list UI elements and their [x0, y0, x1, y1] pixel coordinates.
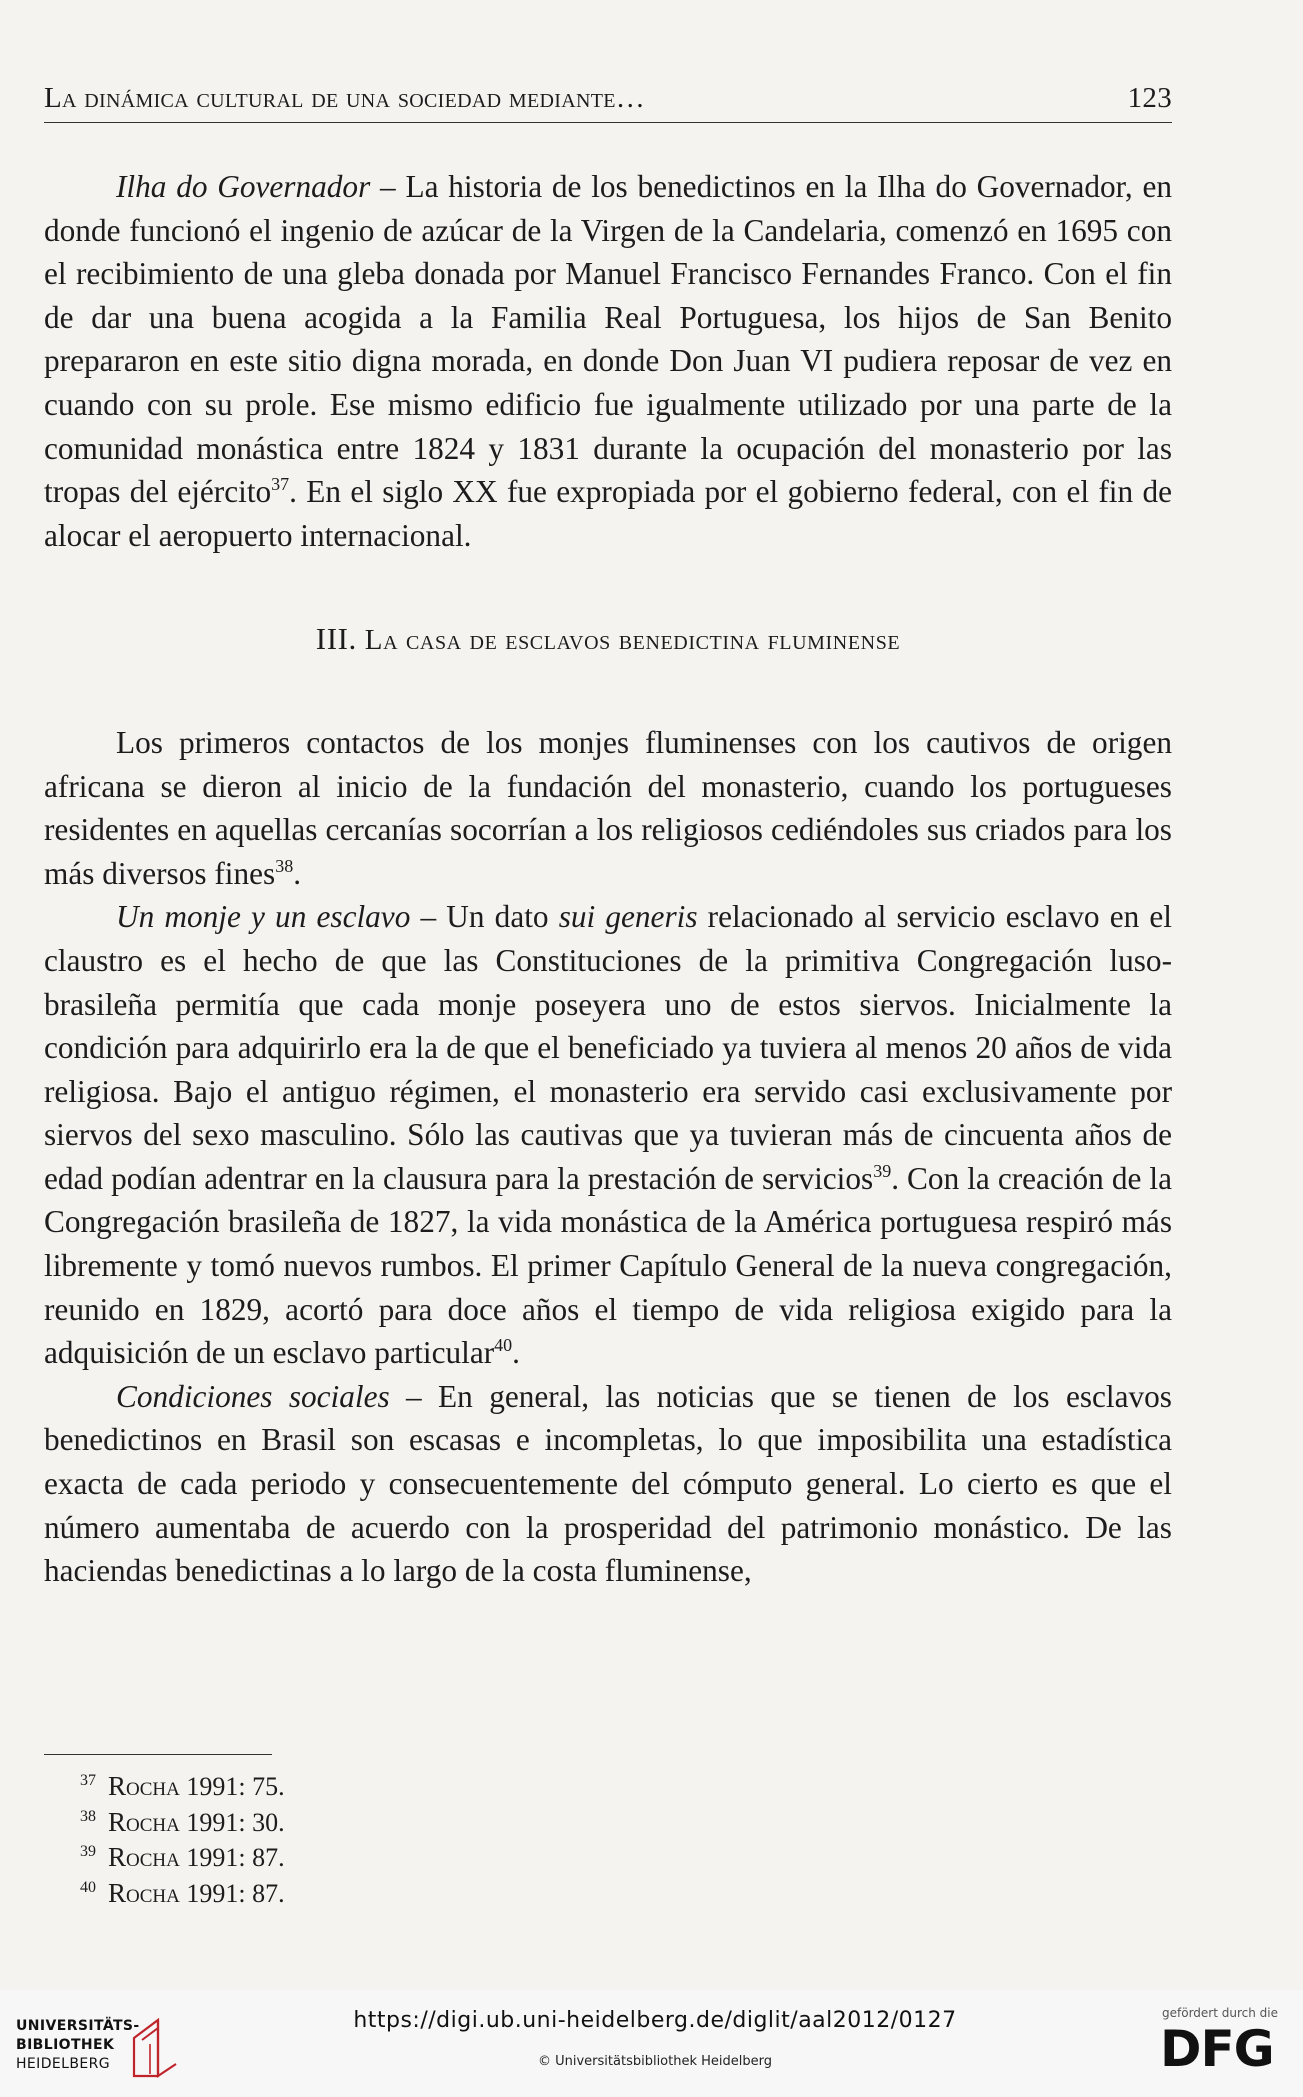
university-library-logo[interactable]	[16, 2016, 186, 2086]
dfg-mark: DFG	[1160, 2020, 1274, 2078]
library-name-line3: HEIDELBERG	[16, 2056, 110, 2072]
footnote-ref[interactable]: 39	[873, 1160, 892, 1181]
footnote-author: Rocha	[108, 1771, 180, 1801]
footnote-separator	[44, 1754, 272, 1755]
paragraph-text: relacionado al servicio esclavo en el claustro es el hecho de que las Constituciones de la primitiva Congregación luso-brasileña permitía que cada monje poseyera uno de estos siervos. Inicialmente la condición para adquirirlo era la de que el beneficiado ya tuviera al menos 20 años de vida religiosa. Bajo el antiguo régimen, el monasterio era servido casi exclusivamente por siervos del sexo masculino. Sólo las cautivas que ya tuvieran más de cincuenta años de edad podían adentrar en la clausura para la prestación de servicios	[44, 899, 1172, 1196]
footnote-number: 38	[80, 1807, 96, 1825]
footnote	[80, 1840, 285, 1876]
dfg-logo[interactable]	[1158, 2006, 1288, 2086]
footnote-ref[interactable]: 37	[271, 474, 290, 495]
paragraph-ilha-do-governador	[44, 165, 1172, 557]
running-head	[44, 82, 1172, 123]
library-name-line2: BIBLIOTHEK	[16, 2037, 115, 2053]
footnotes	[80, 1769, 285, 1911]
library-name-line1: UNIVERSITÄTS-	[16, 2018, 140, 2034]
footnote-ref[interactable]: 40	[494, 1335, 513, 1356]
footnote-number: 39	[80, 1843, 96, 1860]
paragraph-lead-italic: Un monje y un esclavo	[116, 899, 411, 935]
paragraph-lead-italic: Condiciones sociales	[116, 1378, 390, 1414]
paragraph-primeros-contactos	[44, 721, 1172, 895]
footnote-number: 40	[80, 1878, 96, 1896]
section-numeral: III.	[315, 621, 357, 657]
paragraph-text: – Un dato	[410, 899, 559, 935]
paragraph-condiciones-sociales	[44, 1375, 1172, 1593]
paragraph-lead-italic: Ilha do Governador	[116, 169, 371, 204]
footnote-ref-text: 1991: 75.	[179, 1772, 285, 1801]
footnote-ref-text: 1991: 87.	[179, 1878, 285, 1908]
copyright-notice: © Universitätsbibliothek Heidelberg	[537, 2054, 772, 2069]
page-number: 123	[1127, 82, 1172, 114]
section-title: La casa de esclavos benedictina fluminense	[364, 624, 901, 657]
paragraph-text-tail: . En el siglo XX fue expropiada por el gobierno federal, con el fin de alocar el aeropuerto internacional.	[44, 474, 1172, 553]
section-heading	[44, 617, 1172, 663]
paragraph-text: . Con la creación de la Congregación brasileña de 1827, la vida monástica de la América portuguesa respiró más libremente y tomó nuevos rumbos. El primer Capítulo General de la nueva congregación, reunido en 1829, acortó para doce años el tiempo de vida religiosa exigido para la adquisición de un esclavo particular	[44, 1160, 1172, 1371]
footnote-ref[interactable]: 38	[275, 855, 294, 876]
footnote-author: Rocha	[108, 1842, 180, 1872]
footnote-author: Rocha	[108, 1806, 180, 1837]
library-emblem-icon	[130, 2016, 186, 2082]
footnote	[80, 1876, 285, 1912]
footnote	[80, 1805, 285, 1841]
paragraph-text-tail: .	[293, 855, 302, 891]
footnote	[80, 1769, 285, 1805]
paragraph-text: – La historia de los benedictinos en la Ilha do Governador, en donde funcionó el ingenio de azúcar de la Virgen de la Candelaria, comenzó en 1695 con el recibimiento de una gleba donada por Manuel Francisco Fernandes Franco. Con el fin de dar una buena acogida a la Familia Real Portuguesa, los hijos de San Benito prepararon en este sitio digna morada, en donde Don Juan VI pudiera reposar de vez en cuando con su prole. Ese mismo edificio fue igualmente utilizado por una parte de la comunidad monástica entre 1824 y 1831 durante la ocupación del monasterio por las tropas del ejército	[44, 169, 1172, 510]
paragraph-text: – En general, las noticias que se tienen de los esclavos benedictinos en Brasil son escasas e incompletas, lo que imposibilita una estadística exacta de cada periodo y consecuentemente del cómputo general. Lo cierto es que el número aumentaba de acuerdo con la prosperidad del patrimonio monástico. De las haciendas benedictinas a lo largo de la costa fluminense,	[44, 1378, 1172, 1589]
dfg-tagline: gefördert durch die	[1162, 2006, 1278, 2020]
italic-term: sui generis	[558, 899, 698, 935]
body-text	[44, 165, 1172, 1593]
running-head-title: La dinámica cultural de una sociedad mediante…	[44, 82, 646, 114]
footnote-ref-text: 1991: 87.	[179, 1843, 285, 1872]
paragraph-text-tail: .	[512, 1335, 520, 1371]
permalink-url[interactable]: https://digi.ub.uni-heidelberg.de/diglit/aal2012/0127	[353, 2008, 957, 2033]
footnote-number: 37	[80, 1772, 96, 1789]
digitization-footer	[0, 1990, 1303, 2097]
footnote-ref-text: 1991: 30.	[179, 1807, 285, 1837]
footnote-author: Rocha	[108, 1877, 180, 1908]
paragraph-un-monje	[44, 895, 1172, 1375]
paragraph-text: Los primeros contactos de los monjes fluminenses con los cautivos de origen africana se dieron al inicio de la fundación del monasterio, cuando los portugueses residentes en aquellas cercanías socorrían a los religiosos cediéndoles sus criados para los más diversos fines	[44, 724, 1172, 891]
